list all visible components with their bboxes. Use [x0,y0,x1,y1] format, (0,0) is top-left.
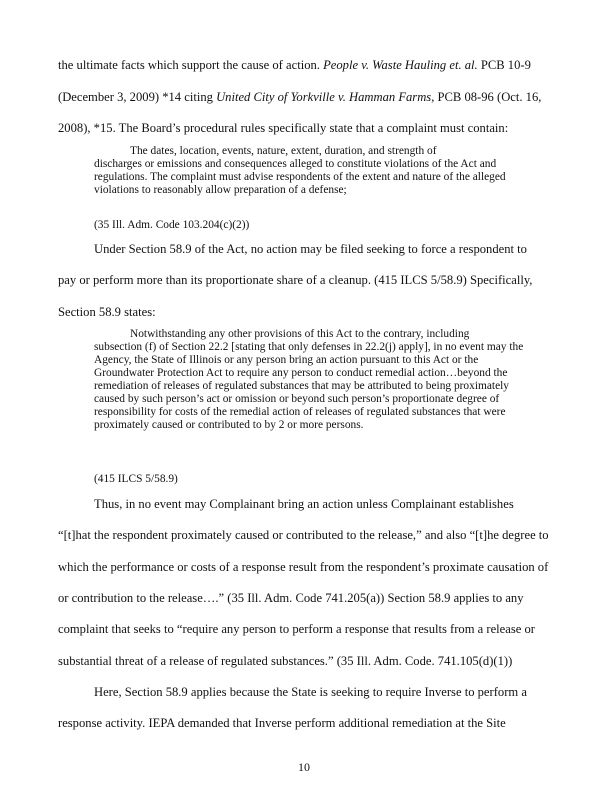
paragraph3-line2: “[t]hat the respondent proximately caused or contributed to the release,” and also “[t]he degree to [58,528,549,542]
case-citation-yorkville: United City of Yorkville v. Hamman Farms [216,90,432,104]
paragraph2-line3: Section 58.9 states: [58,305,156,319]
block-quote-section-58-9 [94,328,534,432]
quote2-body: subsection (f) of Section 22.2 [stating that only defenses in 22.2(j) apply], in no event may the Agency, the State of Illinois or any person bring an action pursuant to this Act or the Groundwater Protection Act to require any person to conduct remedial action…beyond the remediation of releases of regulated substances that may be attributed to being proximately caused by such person’s act or omission or beyond such person’s proportionate degree of responsibility for costs of the remedial action of releases of regulated substances that were proximately caused or contributed to by 2 or more persons. [94,341,524,431]
paragraph1-line2-text-a: (December 3, 2009) *14 citing [58,90,217,104]
paragraph1-line2 [58,90,541,104]
paragraph3-line6: substantial threat of a release of regulated substances.” (35 Ill. Adm. Code. 741.105(d)(1)) [58,654,513,668]
paragraph2-line2: pay or perform more than its proportionate share of a cleanup. (415 ILCS 5/58.9) Specifically, [58,273,533,287]
paragraph1-line1-text-b: PCB 10-9 [477,58,531,72]
quote1-citation: (35 Ill. Adm. Code 103.204(c)(2)) [94,219,250,231]
paragraph2-line1: Under Section 58.9 of the Act, no action may be filed seeking to force a respondent to [94,242,527,256]
paragraph3-line4: or contribution to the release….” (35 Ill. Adm. Code 741.205(a)) Section 58.9 applies to any [58,591,524,605]
paragraph1-line1 [58,58,531,72]
quote2-citation: (415 ILCS 5/58.9) [94,473,178,485]
case-citation-waste-hauling: People v. Waste Hauling et. al. [323,58,478,72]
quote2-first-line: Notwithstanding any other provisions of this Act to the contrary, including [130,328,470,340]
block-quote-board-rules [94,145,534,197]
quote1-body: discharges or emissions and consequences alleged to constitute violations of the Act and regulations. The complaint must advise respondents of the extent and nature of the alleged violations to reasonably allow preparation of a defense; [94,158,506,196]
paragraph3-line1: Thus, in no event may Complainant bring an action unless Complainant establishes [94,497,514,511]
paragraph4-line2: response activity. IEPA demanded that Inverse perform additional remediation at the Site [58,716,506,730]
paragraph3-line5: complaint that seeks to “require any person to perform a response that results from a release or [58,622,535,636]
quote1-first-line: The dates, location, events, nature, extent, duration, and strength of [130,145,437,157]
paragraph1-line3: 2008), *15. The Board’s procedural rules specifically state that a complaint must contain: [58,121,509,135]
page-number: 10 [298,760,310,774]
paragraph4-line1: Here, Section 58.9 applies because the State is seeking to require Inverse to perform a [94,685,527,699]
paragraph3-line3: which the performance or costs of a response result from the respondent’s proximate causation of [58,560,549,574]
paragraph1-line1-text-a: the ultimate facts which support the cause of action. [58,58,324,72]
paragraph1-line2-text-b: , PCB 08-96 (Oct. 16, [431,90,542,104]
